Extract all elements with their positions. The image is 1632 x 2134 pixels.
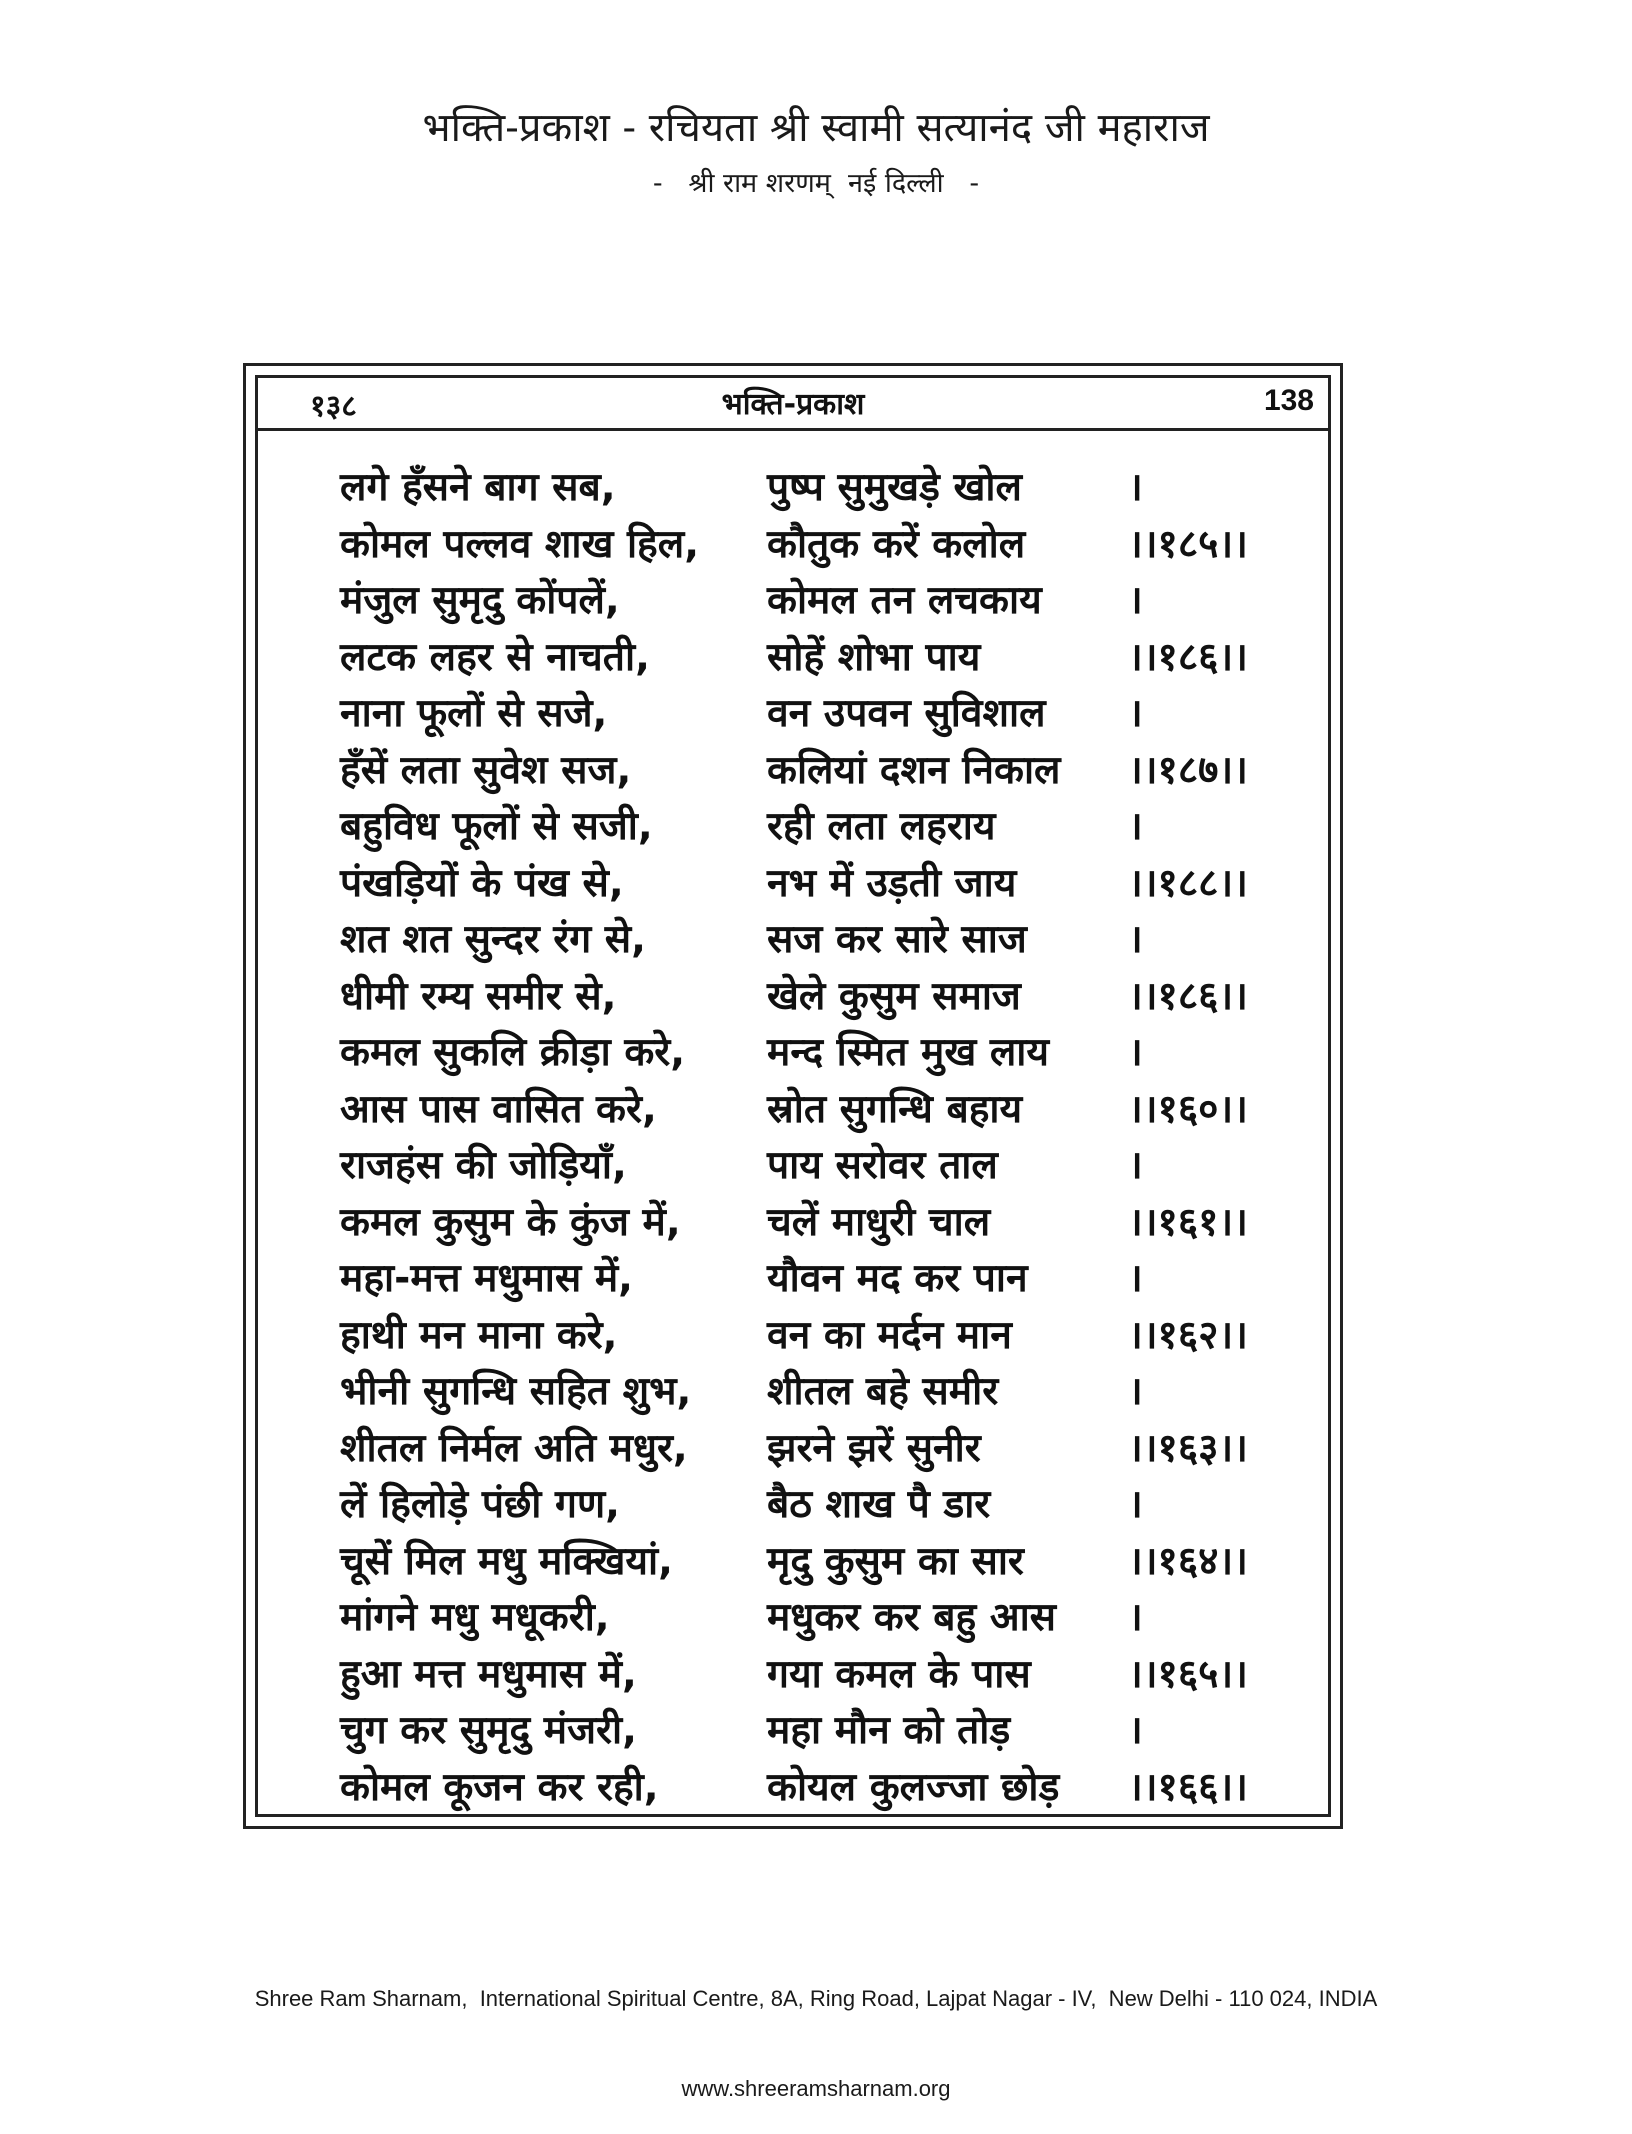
verse-number-mark: । — [1128, 1369, 1143, 1414]
verse-first-half: चुग कर सुमृदु मंजरी, — [340, 1708, 637, 1753]
footer-website: www.shreeramsharnam.org — [681, 2076, 951, 2101]
verse-number-mark: ।।१८७।। — [1128, 747, 1248, 793]
verse-line — [258, 799, 1328, 856]
verse-number-mark: । — [1128, 804, 1143, 849]
header-title: भक्ति-प्रकाश - रचियता श्री स्वामी सत्यानंद जी महाराज — [422, 105, 1210, 151]
verse-first-half: लें हिलोड़े पंछी गण, — [340, 1482, 620, 1527]
verse-first-half: कोमल कूजन कर रही, — [340, 1764, 659, 1810]
verse-second-half: रही लता लहराय — [767, 804, 996, 849]
verse-second-half: पुष्प सुमुखड़े खोल — [767, 465, 1022, 510]
page-number-devanagari: १३८ — [310, 389, 357, 424]
verse-second-half: खेले कुसुम समाज — [767, 973, 1021, 1019]
verse-second-half: सोहें शोभा पाय — [767, 634, 981, 680]
verse-line — [258, 460, 1328, 517]
verse-line — [258, 1025, 1328, 1082]
page-frame-inner — [255, 375, 1331, 1817]
verse-line — [258, 1590, 1328, 1647]
verse-line — [258, 1308, 1328, 1365]
verse-first-half: महा-मत्त मधुमास में, — [340, 1256, 633, 1301]
header-subtitle: - श्री राम शरणम् नई दिल्ली - — [652, 168, 980, 199]
verse-number-mark: ।।१६३।। — [1128, 1425, 1248, 1471]
verse-first-half: पंखड़ियों के पंख से, — [340, 860, 624, 906]
verse-number-mark: ।।१६६।। — [1128, 1764, 1248, 1810]
verse-second-half: चलें माधुरी चाल — [767, 1199, 991, 1245]
verse-line — [258, 1421, 1328, 1478]
verse-second-half: वन उपवन सुविशाल — [767, 691, 1046, 736]
verse-number-mark: । — [1128, 1143, 1143, 1188]
verse-number-mark: ।।१६५।। — [1128, 1651, 1248, 1697]
footer-address: Shree Ram Sharnam, International Spiritual Centre, 8A, Ring Road, Lajpat Nagar - IV, New Delhi - 110 024, INDIA — [254, 1986, 1378, 2011]
verse-second-half: शीतल बहे समीर — [767, 1369, 999, 1414]
document-footer — [0, 1924, 1632, 2134]
verse-number-mark: । — [1128, 1030, 1143, 1075]
verse-number-mark: ।।१८८।। — [1128, 860, 1248, 906]
verse-first-half: शीतल निर्मल अति मधुर, — [340, 1425, 688, 1471]
verse-line — [258, 573, 1328, 630]
verse-second-half: कोयल कुलज्जा छोड़ — [767, 1764, 1060, 1810]
verse-first-half: मंजुल सुमृदु कोंपलें, — [340, 578, 620, 623]
verse-second-half: मधुकर कर बहु आस — [767, 1595, 1057, 1640]
verse-second-half: वन का मर्दन मान — [767, 1312, 1012, 1358]
verse-second-half: झरने झरें सुनीर — [767, 1425, 981, 1471]
verse-first-half: मांगने मधु मधूकरी, — [340, 1595, 610, 1640]
verse-number-mark: । — [1128, 1708, 1143, 1753]
verse-number-mark: ।।१८६।। — [1128, 973, 1248, 1019]
verse-second-half: गया कमल के पास — [767, 1651, 1031, 1697]
verse-line — [258, 1703, 1328, 1760]
verse-number-mark: । — [1128, 917, 1143, 962]
verse-first-half: कमल कुसुम के कुंज में, — [340, 1199, 681, 1245]
verse-second-half: कौतुक करें कलोल — [767, 521, 1026, 567]
verse-line — [258, 743, 1328, 800]
verse-second-half: मन्द स्मित मुख लाय — [767, 1030, 1050, 1075]
verse-number-mark: । — [1128, 1595, 1143, 1640]
verse-first-half: राजहंस की जोड़ियाँ, — [340, 1143, 627, 1188]
verse-first-half: भीनी सुगन्धि सहित शुभ, — [340, 1369, 692, 1414]
verse-number-mark: ।।१६४।। — [1128, 1538, 1248, 1584]
verse-second-half: महा मौन को तोड़ — [767, 1708, 1011, 1753]
verse-line — [258, 686, 1328, 743]
verse-line — [258, 912, 1328, 969]
verse-number-mark: । — [1128, 691, 1143, 736]
verse-number-mark: । — [1128, 465, 1143, 510]
verse-list — [258, 460, 1328, 1816]
verse-second-half: स्रोत सुगन्धि बहाय — [767, 1086, 1023, 1132]
verse-second-half: कलियां दशन निकाल — [767, 747, 1061, 793]
verse-second-half: नभ में उड़ती जाय — [767, 860, 1017, 906]
verse-second-half: पाय सरोवर ताल — [767, 1143, 998, 1188]
verse-first-half: हाथी मन माना करे, — [340, 1312, 618, 1358]
verse-first-half: लगे हँसने बाग सब, — [340, 465, 616, 510]
verse-line — [258, 1138, 1328, 1195]
verse-first-half: आस पास वासित करे, — [340, 1086, 657, 1132]
verse-first-half: नाना फूलों से सजे, — [340, 691, 608, 736]
verse-first-half: लटक लहर से नाचती, — [340, 634, 650, 680]
verse-second-half: यौवन मद कर पान — [767, 1256, 1028, 1301]
verse-second-half: कोमल तन लचकाय — [767, 578, 1042, 623]
verse-number-mark: । — [1128, 1482, 1143, 1527]
running-title: भक्ति-प्रकाश — [721, 387, 865, 422]
verse-number-mark: ।।१८६।। — [1128, 634, 1248, 680]
verse-first-half: हुआ मत्त मधुमास में, — [340, 1651, 637, 1697]
page-number: 138 — [1263, 384, 1314, 417]
verse-line — [258, 1364, 1328, 1421]
verse-first-half: चूसें मिल मधु मक्खियां, — [340, 1538, 673, 1584]
verse-number-mark: ।।१६१।। — [1128, 1199, 1248, 1245]
verse-first-half: शत शत सुन्दर रंग से, — [340, 917, 646, 962]
verse-line — [258, 1760, 1328, 1817]
verse-line — [258, 1477, 1328, 1534]
verse-line — [258, 1195, 1328, 1252]
document-header — [0, 100, 1632, 206]
verse-number-mark: ।।१६०।। — [1128, 1086, 1248, 1132]
verse-line — [258, 856, 1328, 913]
verse-first-half: बहुविध फूलों से सजी, — [340, 804, 653, 849]
verse-first-half: धीमी रम्य समीर से, — [340, 973, 617, 1019]
page-frame — [243, 363, 1343, 1829]
verse-line — [258, 1647, 1328, 1704]
verse-second-half: बैठ शाख पै डार — [767, 1482, 991, 1527]
verse-number-mark: ।।१८५।। — [1128, 521, 1248, 567]
verse-first-half: कमल सुकलि क्रीड़ा करे, — [340, 1030, 686, 1075]
verse-second-half: सज कर सारे साज — [767, 917, 1027, 962]
page-running-head — [258, 378, 1328, 431]
verse-line — [258, 1251, 1328, 1308]
verse-number-mark: । — [1128, 1256, 1143, 1301]
verse-first-half: कोमल पल्लव शाख हिल, — [340, 521, 700, 567]
verse-second-half: मृदु कुसुम का सार — [767, 1538, 1024, 1584]
verse-line — [258, 1534, 1328, 1591]
verse-line — [258, 630, 1328, 687]
verse-first-half: हँसें लता सुवेश सज, — [340, 747, 632, 793]
verse-number-mark: । — [1128, 578, 1143, 623]
verse-line — [258, 1082, 1328, 1139]
verse-number-mark: ।।१६२।। — [1128, 1312, 1248, 1358]
verse-line — [258, 969, 1328, 1026]
verse-line — [258, 517, 1328, 574]
